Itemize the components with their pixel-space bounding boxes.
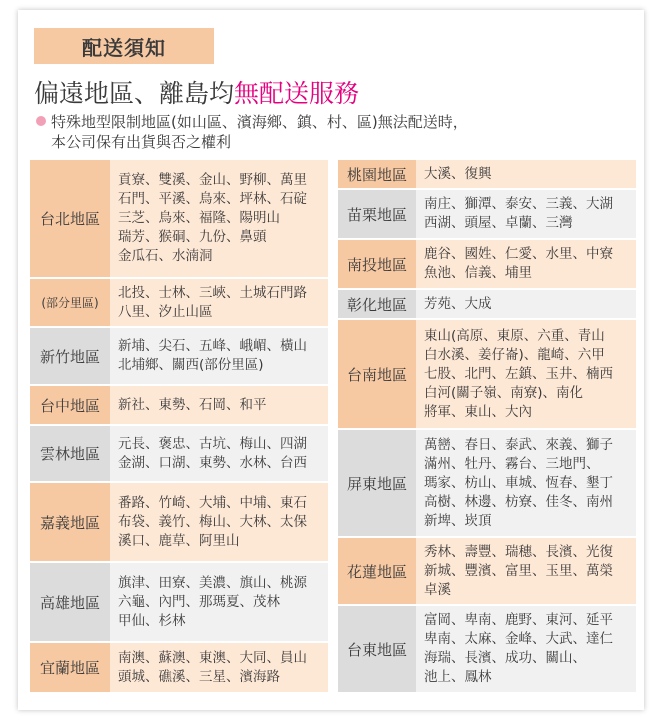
region-name: 台中地區 bbox=[30, 386, 110, 424]
notice-line-1: 特殊地型限制地區(如山區、濱海鄉、鎮、村、區)無法配送時， bbox=[51, 113, 468, 131]
region-name: 屏東地區 bbox=[338, 430, 416, 536]
headline-plain: 偏遠地區、離島均 bbox=[34, 79, 235, 108]
region-areas: 芳苑、大成 bbox=[416, 290, 636, 318]
region-areas: 新社、東勢、石岡、和平 bbox=[110, 386, 328, 424]
region-areas: 東山(高原、東原、六重、青山 白水溪、姜仔崙)、龍崎、六甲 七股、北門、左鎮、玉井、楠西 白河(關子嶺、南寮)、南化 將軍、東山、大內 bbox=[416, 320, 636, 428]
table-row bbox=[30, 160, 328, 277]
region-name: 彰化地區 bbox=[338, 290, 416, 318]
table-row bbox=[30, 563, 328, 641]
notice bbox=[36, 112, 468, 152]
table-row bbox=[30, 328, 328, 384]
table-row bbox=[338, 320, 636, 428]
region-name: 苗栗地區 bbox=[338, 190, 416, 238]
table-row bbox=[338, 290, 636, 318]
region-name: 高雄地區 bbox=[30, 563, 110, 641]
region-areas: 番路、竹崎、大埔、中埔、東石 布袋、義竹、梅山、大林、太保 溪口、鹿草、阿里山 bbox=[110, 483, 328, 561]
region-areas: 新埔、尖石、五峰、峨嵋、橫山 北埔鄉、關西(部份里區) bbox=[110, 328, 328, 384]
region-name: 南投地區 bbox=[338, 240, 416, 288]
table-row bbox=[338, 606, 636, 692]
region-name: 台南地區 bbox=[338, 320, 416, 428]
region-name: 台東地區 bbox=[338, 606, 416, 692]
region-areas: 秀林、壽豐、瑞穗、長濱、光復 新城、豐濱、富里、玉里、萬榮 卓溪 bbox=[416, 538, 636, 604]
table-row bbox=[338, 160, 636, 188]
region-areas: 元長、褒忠、古坑、梅山、四湖 金湖、口湖、東勢、水林、台西 bbox=[110, 426, 328, 481]
table-row bbox=[30, 426, 328, 481]
region-name: 花蓮地區 bbox=[338, 538, 416, 604]
region-name: 嘉義地區 bbox=[30, 483, 110, 561]
region-areas: 大溪、復興 bbox=[416, 160, 636, 188]
region-name: 新竹地區 bbox=[30, 328, 110, 384]
region-areas: 富岡、卑南、鹿野、東河、延平 卑南、太麻、金峰、大武、達仁 海瑞、長濱、成功、關山、 池上、鳳林 bbox=[416, 606, 636, 692]
region-areas: 貢寮、雙溪、金山、野柳、萬里 石門、平溪、烏來、坪林、石碇 三芝、烏來、福隆、陽明山 瑞芳、猴硐、九份、鼻頭 金瓜石、水湳洞 bbox=[110, 160, 328, 277]
table-row bbox=[30, 483, 328, 561]
notice-line-2: 本公司保有出貨與否之權利 bbox=[51, 133, 232, 151]
headline bbox=[34, 74, 359, 110]
region-areas: 萬巒、春日、泰武、來義、獅子 滿州、牡丹、霧台、三地門、 瑪家、枋山、車城、恆春、墾丁 高樹、林邊、枋寮、佳冬、南州 新埤、崁頂 bbox=[416, 430, 636, 536]
table-row bbox=[338, 190, 636, 238]
region-areas: 鹿谷、國姓、仁愛、水里、中寮 魚池、信義、埔里 bbox=[416, 240, 636, 288]
table-row bbox=[30, 386, 328, 424]
region-name: 台北地區 bbox=[30, 160, 110, 277]
region-areas: 南澳、蘇澳、東澳、大同、員山 頭城、礁溪、三星、濱海路 bbox=[110, 643, 328, 692]
region-name: 桃園地區 bbox=[338, 160, 416, 188]
region-areas: 南庄、獅潭、泰安、三義、大湖 西湖、頭屋、卓蘭、三灣 bbox=[416, 190, 636, 238]
bullet-dot-icon bbox=[36, 116, 46, 126]
table-row bbox=[338, 240, 636, 288]
region-areas: 北投、士林、三峽、土城石門路 八里、汐止山區 bbox=[110, 279, 328, 326]
region-name: 宜蘭地區 bbox=[30, 643, 110, 692]
headline-emphasis: 無配送服務 bbox=[234, 79, 360, 108]
table-row bbox=[30, 279, 328, 326]
table-row bbox=[338, 430, 636, 536]
table-row bbox=[30, 643, 328, 692]
region-name: (部分里區) bbox=[30, 279, 110, 326]
region-name: 雲林地區 bbox=[30, 426, 110, 481]
section-tag: 配送須知 bbox=[34, 28, 214, 64]
table-row bbox=[338, 538, 636, 604]
region-areas: 旗津、田寮、美濃、旗山、桃源 六龜、內門、那瑪夏、茂林 甲仙、杉林 bbox=[110, 563, 328, 641]
